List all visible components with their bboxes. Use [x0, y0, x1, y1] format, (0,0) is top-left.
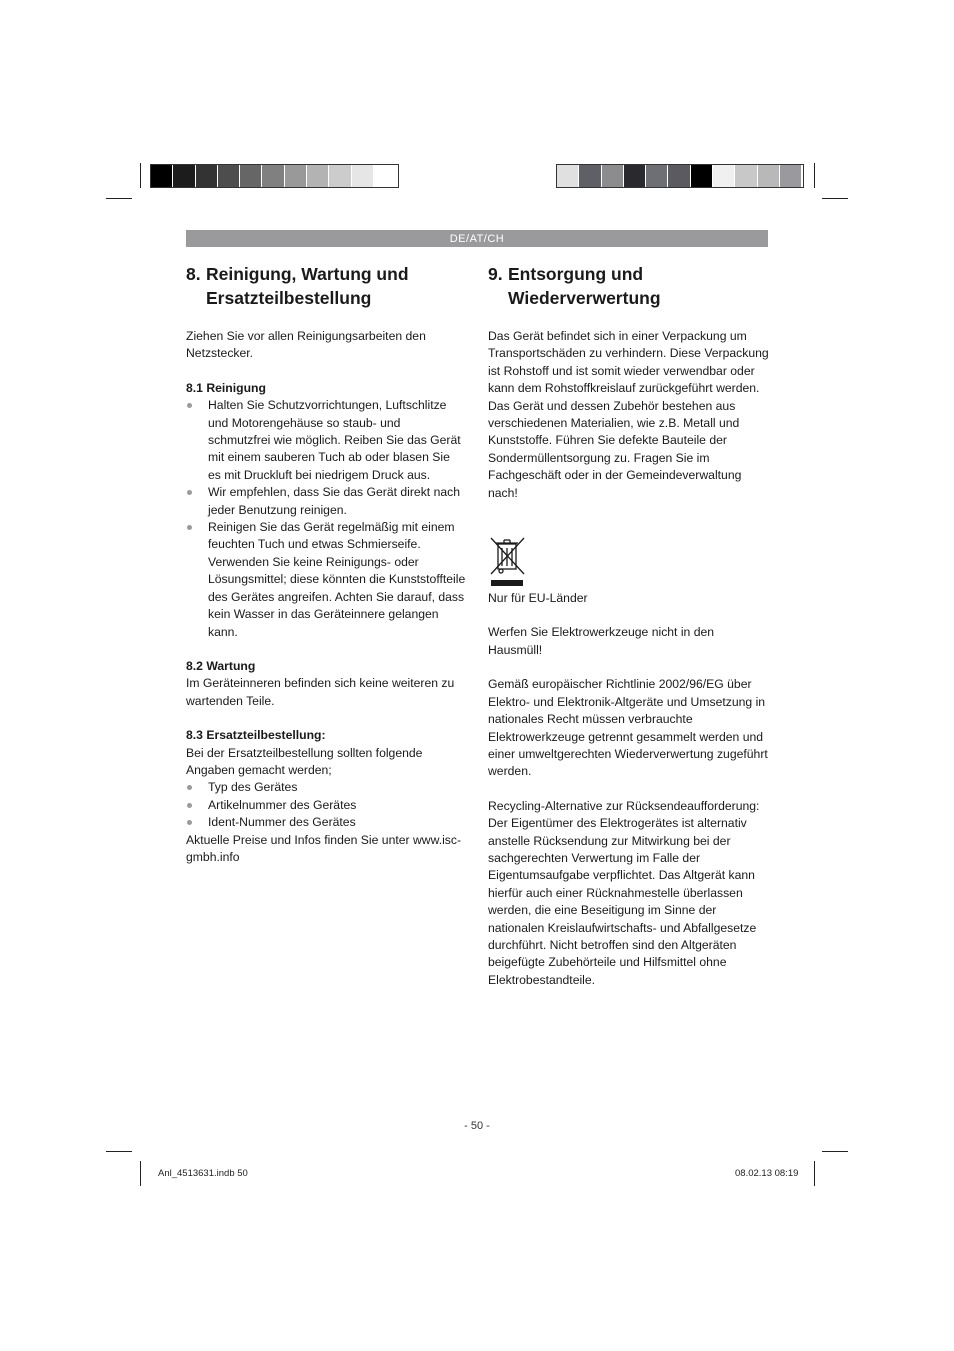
spare-parts-closing: Aktuelle Preise und Infos finden Sie unter www.isc-gmbh.info — [186, 832, 462, 864]
directive-text: Gemäß europäischer Richtlinie 2002/96/EG über Elektro- und Elektronik-Altgeräte und Umsetzung in nationales Recht müssen verbrauchte Elektrowerkzeuge getrennt gesammelt werden und einer umweltgerechten Wiederverwertung zugeführt werden. — [488, 677, 768, 779]
section-cleaning-maintenance — [186, 262, 466, 866]
color-swatch — [196, 165, 218, 187]
list-item: Reinigen Sie das Gerät regelmäßig mit einem feuchten Tuch und etwas Schmierseife. Verwenden Sie keine Reinigungs- oder Lösungsmittel; diese könnten die Kunststoffteile des Gerätes angreifen. Achten Sie darauf, dass kein Wasser in das Geräteinnere gelangen kann. — [186, 519, 466, 641]
section-number: 8. — [186, 264, 201, 284]
page-number: - 50 - — [464, 1120, 490, 1132]
footer-timestamp: 08.02.13 08:19 — [735, 1168, 799, 1179]
color-swatch — [173, 165, 195, 187]
subheading-cleaning: 8.1 Reinigung — [186, 380, 266, 395]
subheading-spare-parts: 8.3 Ersatzteilbestellung: — [186, 728, 326, 743]
list-item: Halten Sie Schutzvorrichtungen, Luftschlitze und Motorengehäuse so staub- und schmutzfrei wie möglich. Reiben Sie das Gerät mit einem sauberen Tuch ab oder blasen Sie es mit Druckluft bei niedrigem Druck aus. — [186, 397, 466, 484]
color-swatch — [668, 165, 690, 187]
crop-mark — [140, 163, 141, 188]
color-swatch — [352, 165, 374, 187]
crop-mark — [822, 1151, 848, 1152]
section-title: Reinigung, Wartung und Ersatzteilbestellung — [206, 264, 409, 308]
section-title: Entsorgung und Wiederverwertung — [508, 264, 661, 308]
color-swatch — [602, 165, 624, 187]
list-item: Wir empfehlen, dass Sie das Gerät direkt nach jeder Benutzung reinigen. — [186, 484, 466, 519]
color-bar-left — [150, 164, 399, 188]
region-label: DE/AT/CH — [449, 232, 505, 245]
color-swatch — [579, 165, 601, 187]
color-swatch — [758, 165, 780, 187]
crop-mark — [822, 198, 848, 199]
color-swatch — [218, 165, 240, 187]
section-number: 9. — [488, 264, 503, 284]
eu-only-note: Nur für EU-Länder — [488, 591, 588, 606]
spare-parts-list — [186, 779, 466, 831]
intro-text: Ziehen Sie vor allen Reinigungsarbeiten den Netzstecker. — [186, 329, 426, 361]
color-swatch — [691, 165, 713, 187]
color-bar-right — [556, 164, 804, 188]
crop-mark — [814, 163, 815, 188]
crop-mark — [814, 1161, 815, 1186]
spare-parts-text: Bei der Ersatzteilbestellung sollten folgende Angaben gemacht werden; — [186, 745, 423, 777]
maintenance-text: Im Geräteinneren befinden sich keine weiteren zu wartenden Teile. — [186, 676, 455, 708]
cleaning-list — [186, 397, 466, 641]
color-swatch — [646, 165, 668, 187]
crop-mark — [106, 198, 132, 199]
color-swatch — [780, 165, 802, 187]
color-swatch — [285, 165, 307, 187]
color-swatch — [735, 165, 757, 187]
color-swatch — [374, 165, 396, 187]
crop-mark — [106, 1151, 132, 1152]
color-swatch — [240, 165, 262, 187]
color-swatch — [624, 165, 646, 187]
section-heading — [488, 262, 770, 310]
intro-text: Das Gerät befindet sich in einer Verpackung um Transportschäden zu verhindern. Diese Verpackung ist Rohstoff und ist somit wieder verwendbar oder kann dem Rohstoffkreislauf zurückgeführt werden. Das Gerät und dessen Zubehör bestehen aus verschiedenen Materialien, wie z.B. Metall und Kunststoffe. Führen Sie defekte Bauteile der Sondermüllentsorgung zu. Fragen Sie im Fachgeschäft oder in der Gemeindeverwaltung nach! — [488, 329, 769, 500]
recycling-alternative-text: Recycling-Alternative zur Rücksendeaufforderung: Der Eigentümer des Elektrogerätes ist alternativ anstelle Rücksendung zur Mitwirkung bei der sachgerechten Verwertung im Falle der Eigentumsaufgabe verpflichtet. Das Altgerät kann hierfür auch einer Rücknahmestelle überlassen werden, die eine Beseitigung im Sinne der nationalen Kreislaufwirtschafts- und Abfallgesetze durchführt. Nicht betroffen sind den Altgeräten beigefügte Zubehörteile und Hilfsmittel ohne Elektrobestandteile. — [488, 798, 760, 987]
color-swatch — [329, 165, 351, 187]
subheading-maintenance: 8.2 Wartung — [186, 658, 256, 673]
region-header-band — [186, 230, 768, 247]
crossed-out-wheelie-bin-icon — [488, 536, 528, 590]
list-item: Artikelnummer des Gerätes — [186, 797, 466, 814]
list-item: Typ des Gerätes — [186, 779, 466, 796]
section-disposal-recycling — [488, 262, 770, 989]
crop-mark — [140, 1161, 141, 1186]
section-heading — [186, 262, 466, 310]
household-waste-warning: Werfen Sie Elektrowerkzeuge nicht in den Hausmüll! — [488, 625, 715, 657]
list-item: Ident-Nummer des Gerätes — [186, 814, 466, 831]
color-swatch — [557, 165, 579, 187]
color-swatch — [713, 165, 735, 187]
color-swatch — [262, 165, 284, 187]
color-swatch — [151, 165, 173, 187]
color-swatch — [307, 165, 329, 187]
footer-file-info: Anl_4513631.indb 50 — [158, 1168, 248, 1179]
